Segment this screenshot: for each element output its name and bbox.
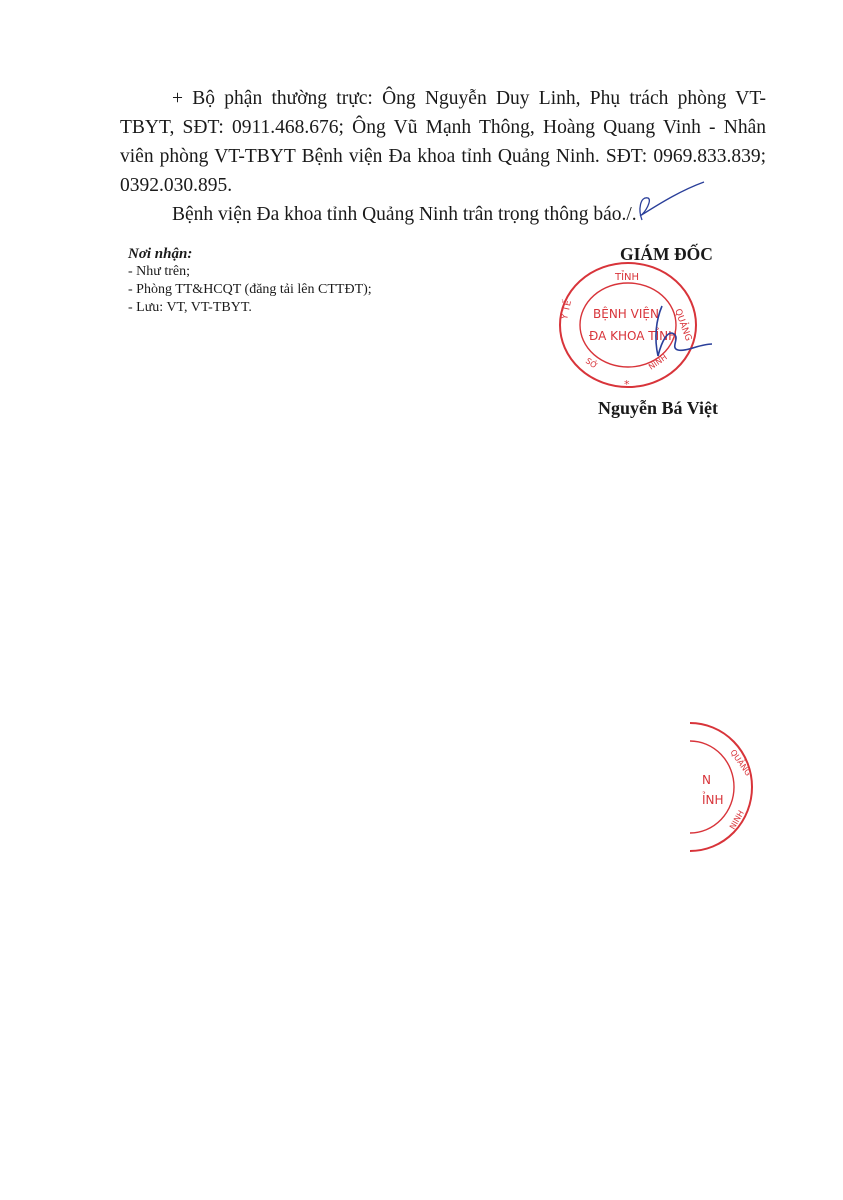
signer-title: GIÁM ĐỐC — [620, 244, 713, 264]
seal-top-text: TỈNH — [615, 272, 640, 283]
seal-line-1: BỆNH VIỆN — [593, 307, 659, 321]
paragraph-standing-staff: + Bộ phận thường trực: Ông Nguyễn Duy Linh, Phụ trách phòng VT-TBYT, SĐT: 0911.468.676; Ông Vũ Mạnh Thông, Hoàng Quang Vinh - Nhân viên phòng VT-TBYT Bệnh viện Đa khoa tỉnh Quảng Ninh. SĐT: 0969.833.839; 0392.030.895. — [120, 88, 766, 196]
recipients-block — [128, 245, 378, 317]
recipient-item: - Phòng TT&HCQT (đăng tải lên CTTĐT); — [128, 282, 372, 297]
svg-text:ỈNH: ỈNH — [702, 793, 724, 807]
seal-bottom-right: NINH — [646, 352, 669, 372]
partial-page-seal — [690, 718, 760, 856]
seal-line-2: ĐA KHOA TỈNH — [589, 329, 678, 343]
paragraph-closing: Bệnh viện Đa khoa tỉnh Quảng Ninh trân trọng thông báo./. — [172, 204, 637, 225]
recipient-item: - Như trên; — [128, 264, 191, 279]
seal-left-text: Y TẾ — [560, 299, 574, 321]
signer-name: Nguyễn Bá Việt — [598, 398, 719, 418]
recipients-heading: Nơi nhận: — [128, 246, 193, 262]
seal-right-text: QUẢNG — [672, 307, 694, 343]
seal-bottom-left: SỞ — [583, 356, 600, 371]
initial-mark — [632, 176, 712, 226]
svg-text:N: N — [702, 773, 711, 787]
svg-text:QUẢNG: QUẢNG — [728, 747, 753, 778]
seal-star-icon: * — [624, 378, 630, 391]
recipient-item: - Lưu: VT, VT-TBYT. — [128, 300, 252, 315]
svg-text:NINH: NINH — [727, 808, 746, 831]
handwritten-signature — [640, 300, 720, 370]
